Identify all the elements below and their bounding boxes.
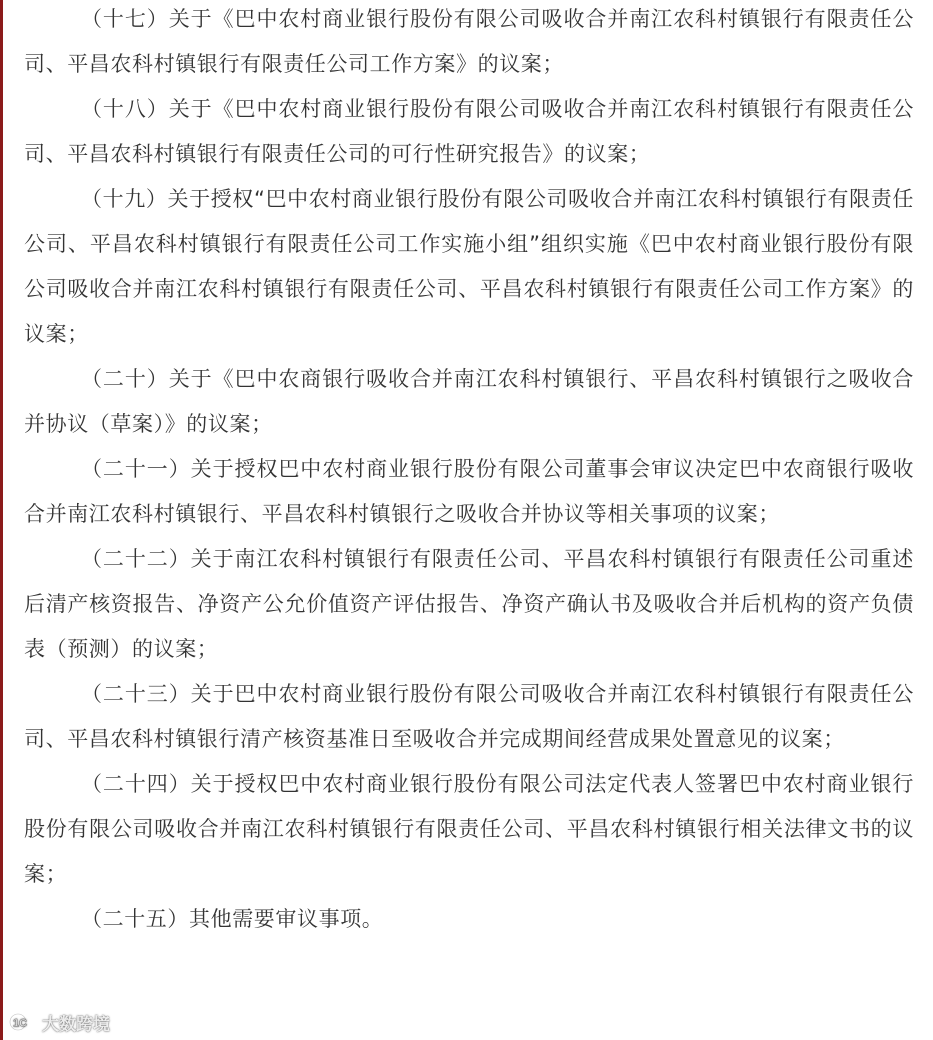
document-body xyxy=(24,0,914,942)
watermark-text: 大数跨境 xyxy=(42,1014,110,1034)
motion-20: （二十）关于《巴中农商银行吸收合并南江农科村镇银行、平昌农科村镇银行之吸收合并协议（草案）》的议案； xyxy=(24,367,914,436)
brand-logo-text: 1C xyxy=(13,1017,28,1030)
motion-17: （十七）关于《巴中农村商业银行股份有限公司吸收合并南江农科村镇银行有限责任公司、平昌农科村镇银行有限责任公司工作方案》的议案； xyxy=(24,7,914,76)
motion-23: （二十三）关于巴中农村商业银行股份有限公司吸收合并南江农科村镇银行有限责任公司、平昌农科村镇银行清产核资基准日至吸收合并完成期间经营成果处置意见的议案； xyxy=(24,682,914,751)
motion-18: （十八）关于《巴中农村商业银行股份有限公司吸收合并南江农科村镇银行有限责任公司、平昌农科村镇银行有限责任公司的可行性研究报告》的议案； xyxy=(24,97,914,166)
motion-24: （二十四）关于授权巴中农村商业银行股份有限公司法定代表人签署巴中农村商业银行股份有限公司吸收合并南江农科村镇银行有限责任公司、平昌农科村镇银行相关法律文书的议案； xyxy=(24,772,914,886)
motion-19: （十九）关于授权“巴中农村商业银行股份有限公司吸收合并南江农科村镇银行有限责任公司、平昌农科村镇银行有限责任公司工作实施小组”组织实施《巴中农村商业银行股份有限公司吸收合并南江农科村镇银行有限责任公司、平昌农科村镇银行有限责任公司工作方案》的议案； xyxy=(24,187,914,346)
left-border-rule xyxy=(0,0,3,1040)
motion-22: （二十二）关于南江农科村镇银行有限责任公司、平昌农科村镇银行有限责任公司重述后清产核资报告、净资产公允价值资产评估报告、净资产确认书及吸收合并后机构的资产负债表（预测）的议案； xyxy=(24,547,914,661)
motion-21: （二十一）关于授权巴中农村商业银行股份有限公司董事会审议决定巴中农商银行吸收合并南江农科村镇银行、平昌农科村镇银行之吸收合并协议等相关事项的议案； xyxy=(24,457,914,526)
brand-logo-icon xyxy=(8,1011,38,1033)
watermark xyxy=(8,1008,110,1036)
motion-25: （二十五）其他需要审议事项。 xyxy=(81,907,384,931)
